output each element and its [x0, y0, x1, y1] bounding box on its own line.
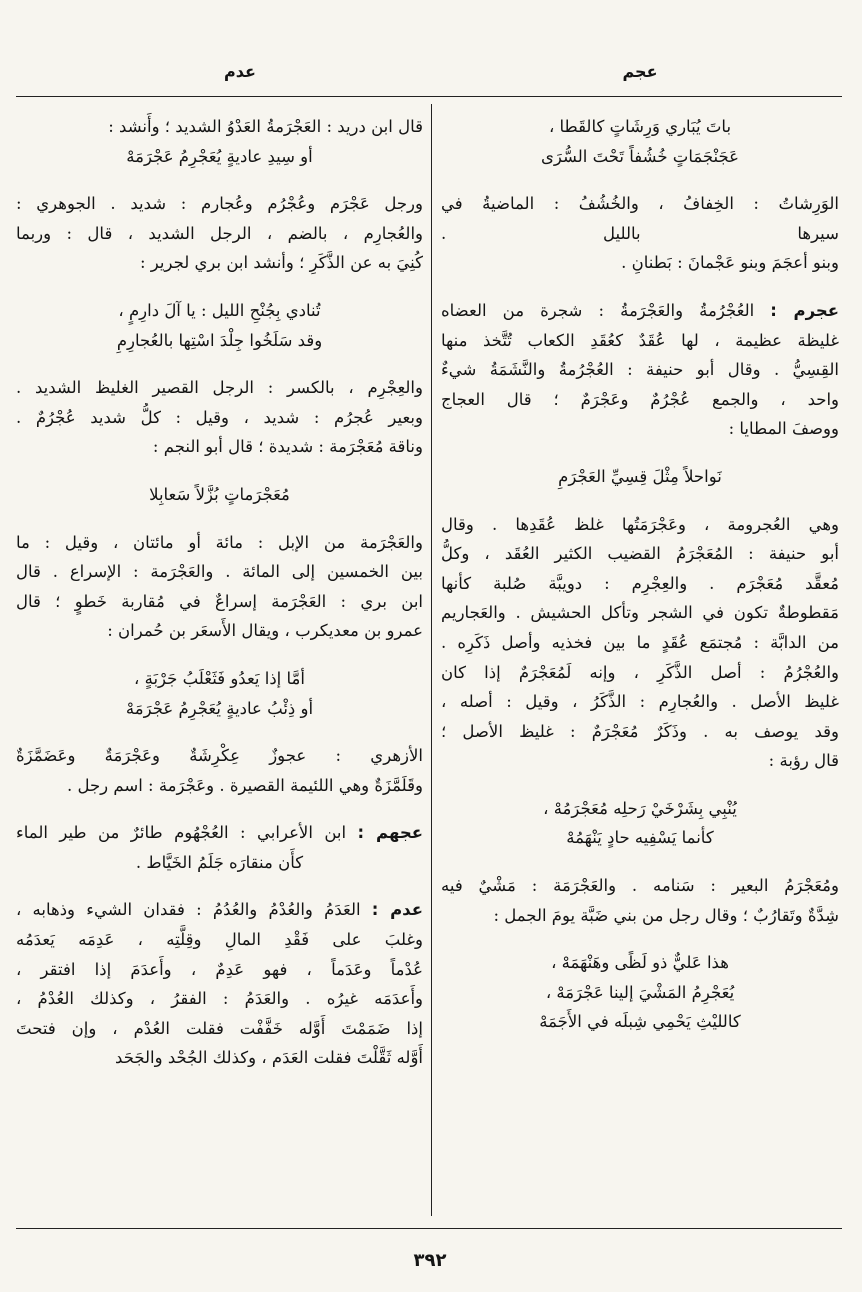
text-line: بين الخمسين إلى المائة . والعَجْرَمة : الإسراع . قال [16, 562, 423, 582]
text-line: وغلبَ على فَقْدِ المالِ وقِلَّتِه ، عَدِمَه يَعدَمُه [16, 930, 423, 950]
spacer [16, 171, 423, 189]
verse-line: نَواحلاً مِثْلَ قِسِيِّ العَجْرَمِ [558, 466, 722, 486]
spacer [441, 776, 839, 794]
spacer [16, 646, 423, 664]
verse-line: باتَ يُبَاري وَرِشَاتٍ كالقَطا ، [548, 117, 732, 136]
text-line: إذا ضَمَمْتَ أَوَّله خَفَّفْت فقلت العُدْم ، وإن فتحتَ [16, 1018, 423, 1038]
text-line: ورجل عَجْرَم وعُجْرُم وعُجارم : شديد . الجوهري : [16, 194, 423, 214]
text-line: قال ابن دريد : العَجْرَمةُ العَدْوُ الشديد ؛ وأَنشد : [108, 117, 423, 136]
running-header-left: عدم [224, 62, 256, 81]
text-line: أبو حنيفة : المُعَجْرَمُ القضيب الكثير العُقَد ، وكلُّ [441, 544, 839, 564]
text-line: غليظة عظيمة ، لها عُقَدٌ كعُقَدِ الكعاب تُتَّخذ منها [441, 330, 839, 350]
entry-head-line [16, 818, 423, 848]
running-header-right: عجم [622, 62, 658, 81]
text-line: ابن بري : العَجْرَمة إسراعٌ في مُقاربة خَطوٍ ؛ قال [16, 591, 423, 611]
text-line: أَوَّله ثَقَّلْتَ فقلت العَدَم ، وكذلك الجُحْد والجَحَد [115, 1048, 423, 1068]
spacer [16, 723, 423, 741]
text-line: الأزهري : عجوزٌ عِكْرِشَةٌ وعَجْرَمَةٌ وعَضَمَّزَةٌ [16, 746, 423, 766]
text-line: القِسِيُّ . وقال أبو حنيفة : العُجْرُمةُ والنَّشَمَةُ شيءٌ [441, 360, 839, 380]
verse-line: أمَّا إذا يَعدُو فَثَعْلَبُ جَرْبَةٍ ، [134, 668, 305, 688]
column-divider [431, 104, 432, 1216]
text-line: كُنِيَ به عن الذَّكَرِ ؛ وأنشد ابن بري لجرير : [139, 253, 423, 273]
verse-line: يُعَجْرِمُ المَشْيَ إلينا عَجْرَمَهْ ، [545, 982, 735, 1002]
verse-line: هذا عَليٌّ ذو لَظًى وهَنْهَمَهْ ، [551, 953, 729, 973]
text-line: عمرو بن معديكرب ، ويقال الأَسعَر بن حُمران : [107, 621, 423, 641]
text-line: من الدابَّة : مُجتمَع عُقَدٍ ما بين فخذيه وأصل ذَكَرِه . [441, 632, 839, 652]
entry-keyword: عجهم : [357, 823, 423, 843]
text-line: وقَلَمَّزَةٌ وهي اللئيمة القصيرة . وعَجْرَمة : اسم رجل . [67, 775, 423, 795]
text-line: وهي العُجرومة ، وعَجْرَمَتُها غلظ عُقَدِها . وقال [441, 514, 839, 534]
text-line: سيرها بالليل . [441, 223, 839, 243]
text-line: وبعير عُجرُم : شديد ، وقيل : كلُّ شديد عُجْرُمٌ . [16, 407, 423, 427]
text-line: مُعقَّد مُعَجْرَم . والعِجْرِم : دويبَّة صُلبة كأنها [441, 573, 839, 593]
spacer [441, 930, 839, 948]
text-line: وأَعدَمَه غيرُه . والعَدَمُ : الفقرُ ، وكذلك العُدْمُ ، [16, 989, 423, 1009]
text-line: ووصفَ المطايا : [728, 419, 839, 439]
text-line: مَقطوطةٌ تكون في الشجر وتأكل الحشيش . والعَجاريم [441, 603, 839, 623]
entry-head-line [16, 895, 423, 925]
text-line: وناقة مُعَجْرَمة : شديدة ؛ قال أبو النجم : [152, 437, 423, 457]
text-line: واحد ، والجمع عُجْرُمٌ وعَجْرَمٌ ؛ قال العجاج [441, 389, 839, 409]
entry-text: العُجْرُمةُ والعَجْرَمةُ : شجرة من العضاه [441, 300, 755, 320]
text-line: قال رؤبة : [768, 751, 839, 771]
spacer [441, 171, 839, 189]
spacer [16, 355, 423, 373]
verse-line: كأَن منقارَه جَلَمُ الخَيَّاط . [135, 852, 304, 872]
text-line: عُدْماً وعَدَماً ، فهو عَدِمٌ ، وأَعدَمَ إذا افتقر ، [16, 959, 423, 979]
text-line: ومُعَجْرَمُ البعير : سَنامه . والعَجْرَمَة : مَشْيٌ فيه [441, 876, 839, 896]
verse-line: وقد سَلَخُوا جِلْدَ اسْتِها بالعُجارِمِ [116, 330, 323, 350]
entry-head-line [441, 296, 839, 326]
text-line: الوَرِشاتُ : الخِفافُ ، والخُشُفُ : الماضيةُ في [441, 194, 839, 214]
text-line: غليظ الأصل . والعُجارِم : الذَّكَرُ ، وقيل : أصله ، [441, 692, 839, 712]
entry-keyword: عدم : [371, 900, 423, 920]
spacer [16, 462, 423, 480]
left-column [16, 112, 423, 1073]
verse-line: عَجَنْجَمَاتٍ خُشُفاً تَحْتَ السُّرَى [540, 146, 740, 166]
verse-line: أو ذِئْبُ عاديةٍ يُعَجْرِمُ عَجْرَمَهْ [125, 698, 314, 718]
text-line: وبنو أعجَمَ وبنو عَجْمانَ : بَطنانِ . [621, 253, 839, 273]
spacer [441, 853, 839, 871]
verse-line: كالليْثِ يَحْمِي شِبلَه في الأَجَمَهْ [539, 1012, 741, 1032]
verse-line: كأنما يَسْفِيه حادٍ يَنْهَمُهْ [566, 828, 714, 848]
spacer [16, 877, 423, 895]
entry-keyword: عجرم : [770, 300, 839, 320]
spacer [441, 278, 839, 296]
right-column [441, 112, 839, 1037]
text-line: والعُجْرُمُ : أصل الذَّكَرِ ، وإنه لَمُعَجْرَمٌ إذا كان [441, 662, 839, 682]
text-line: والعِجْرِم ، بالكسر : الرجل القصير الغليظ الشديد . [16, 378, 423, 398]
verse-line: تُنادي بِجُنْحِ الليل : يا آلَ دارِمٍ ، [118, 300, 321, 320]
verse-line: أو سِيدِ عاديةٍ يُعَجْرِمُ عَجْرَمَهْ [126, 146, 313, 166]
text-line: والعُجارِم ، بالضم ، الرجل الشديد ، قال : وربما [16, 223, 423, 243]
text-line: والعَجْرَمة من الإبل : مائة أو مائتان ، وقيل : ما [16, 532, 423, 552]
spacer [16, 510, 423, 528]
text-line: شِدَّةٌ وتَقارُبٌ ؛ وقال رجل من بني ضَبَّة يومَ الجمل : [493, 905, 839, 925]
entry-text: ابن الأعرابي : العُجْهُوم طائرٌ من طير الماء [16, 823, 347, 843]
spacer [16, 278, 423, 296]
entry-text: العَدَمُ والعُدْمُ والعُدُمُ : فقدان الشيء وذهابه ، [16, 900, 361, 920]
verse-line: يُنْبِي بِشَرْخَيْ رَحلِه مُعَجْرَمُهْ ، [543, 798, 737, 818]
footer-rule [16, 1228, 842, 1229]
header-rule [16, 96, 842, 97]
spacer [441, 444, 839, 462]
spacer [441, 492, 839, 510]
text-line: وقد يوصف به . وذَكَرٌ مُعَجْرَمٌ : غليظ الأصل ؛ [441, 721, 839, 741]
verse-line: مُعَجْرَماتٍ بُزَّلاً سَعابِلا [149, 484, 290, 504]
page-number: ٣٩٢ [413, 1250, 447, 1271]
spacer [16, 800, 423, 818]
